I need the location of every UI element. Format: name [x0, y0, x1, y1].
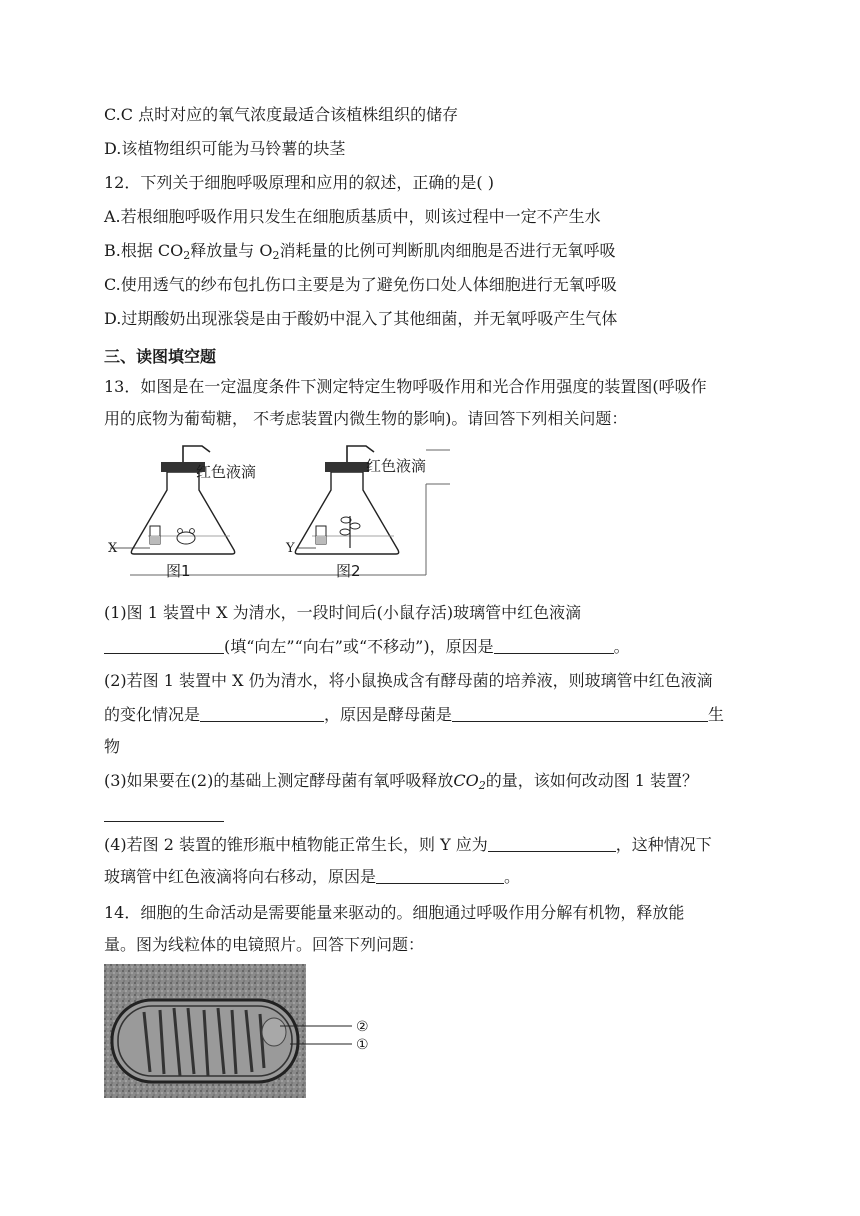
part-4-text-4: 。	[504, 867, 521, 886]
q12-option-a: A.若根细胞呼吸作用只发生在细胞质基质中，则该过程中一定不产生水	[104, 207, 601, 226]
co2-subscript: 2	[478, 779, 486, 792]
answer-blank[interactable]	[200, 705, 324, 722]
q12-option-b	[104, 240, 616, 267]
answer-blank[interactable]	[104, 637, 224, 654]
y-label: Y	[286, 541, 295, 556]
mitochondrion-micrograph	[104, 964, 384, 1098]
flask-1-label: 红色液滴	[196, 463, 257, 481]
x-label: X	[108, 541, 118, 556]
question-13-stem-1: 13．如图是在一定温度条件下测定特定生物呼吸作用和光合作用强度的装置图(呼吸作	[104, 377, 707, 396]
part-2-text-2: ，原因是酵母菌是	[324, 705, 453, 724]
q12-b-sub2: 2	[272, 249, 280, 262]
label-marker-1: ①	[356, 1037, 369, 1053]
co2-formula: CO	[453, 771, 479, 790]
part-4-text-3: 玻璃管中红色液滴将向右移动，原因是	[104, 867, 377, 886]
q12-b-part1: B.根据 CO	[104, 241, 184, 260]
figure-1-caption: 图1	[166, 562, 191, 580]
part-3-line-2	[104, 804, 224, 826]
part-4-line-2	[104, 866, 520, 888]
flask-apparatus-figure	[104, 440, 456, 584]
part-2-text-1: 的变化情况是	[104, 705, 201, 724]
q12-b-part2: 释放量与 O	[190, 241, 273, 260]
part-1-end: 。	[613, 637, 630, 656]
answer-blank[interactable]	[452, 705, 708, 722]
part-2-line-1: (2)若图 1 装置中 X 仍为清水，将小鼠换成含有酵母菌的培养液，则玻璃管中红色液滴	[104, 671, 713, 690]
question-14-stem-2: 量。图为线粒体的电镜照片。回答下列问题：	[104, 935, 425, 954]
answer-blank[interactable]	[104, 805, 224, 822]
mitochondrion	[112, 1000, 298, 1082]
part-3-text-2: 的量，该如何改动图 1 装置？	[485, 771, 699, 790]
question-14-stem-1: 14．细胞的生命活动是需要能量来驱动的。细胞通过呼吸作用分解有机物，释放能	[104, 903, 685, 922]
answer-blank[interactable]	[376, 867, 504, 884]
q12-b-part3: 消耗量的比例可判断肌肉细胞是否进行无氧呼吸	[279, 241, 616, 260]
q12-option-d: D.过期酸奶出现涨袋是由于酸奶中混入了其他细菌，并无氧呼吸产生气体	[104, 309, 618, 328]
part-2-line-2	[104, 704, 724, 726]
part-1-line-1: (1)图 1 装置中 X 为清水，一段时间后(小鼠存活)玻璃管中红色液滴	[104, 603, 582, 622]
part-2-line-3: 物	[104, 737, 121, 756]
part-2-text-3: 生	[708, 705, 725, 724]
part-4-line-1	[104, 834, 712, 856]
q12-b-sub1: 2	[183, 249, 191, 262]
figure-2-caption: 图2	[336, 562, 361, 580]
part-1-line-2	[104, 636, 630, 658]
option-d-line: D.该植物组织可能为马铃薯的块茎	[104, 139, 346, 158]
q12-option-c: C.使用透气的纱布包扎伤口主要是为了避免伤口处人体细胞进行无氧呼吸	[104, 275, 617, 294]
section-heading: 三、读图填空题	[104, 347, 217, 366]
label-marker-2: ②	[356, 1019, 369, 1035]
question-13-stem-2: 用的底物为葡萄糖， 不考虑装置内微生物的影响)。请回答下列相关问题：	[104, 409, 628, 428]
question-12-stem: 12．下列关于细胞呼吸原理和应用的叙述，正确的是( )	[104, 173, 494, 192]
part-1-text: (填“向左”“向右”或“不移动”)，原因是	[224, 637, 494, 656]
option-c-line: C.C 点时对应的氧气浓度最适合该植株组织的储存	[104, 105, 459, 124]
part-4-text-2: ，这种情况下	[615, 835, 712, 854]
part-3-line-1	[104, 770, 698, 797]
part-4-text-1: (4)若图 2 装置的锥形瓶中植物能正常生长，则 Y 应为	[104, 835, 488, 854]
part-3-text-1: (3)如果要在(2)的基础上测定酵母菌有氧呼吸释放	[104, 771, 454, 790]
flask-2-label: 红色液滴	[366, 457, 427, 475]
answer-blank[interactable]	[488, 835, 616, 852]
answer-blank[interactable]	[494, 637, 614, 654]
